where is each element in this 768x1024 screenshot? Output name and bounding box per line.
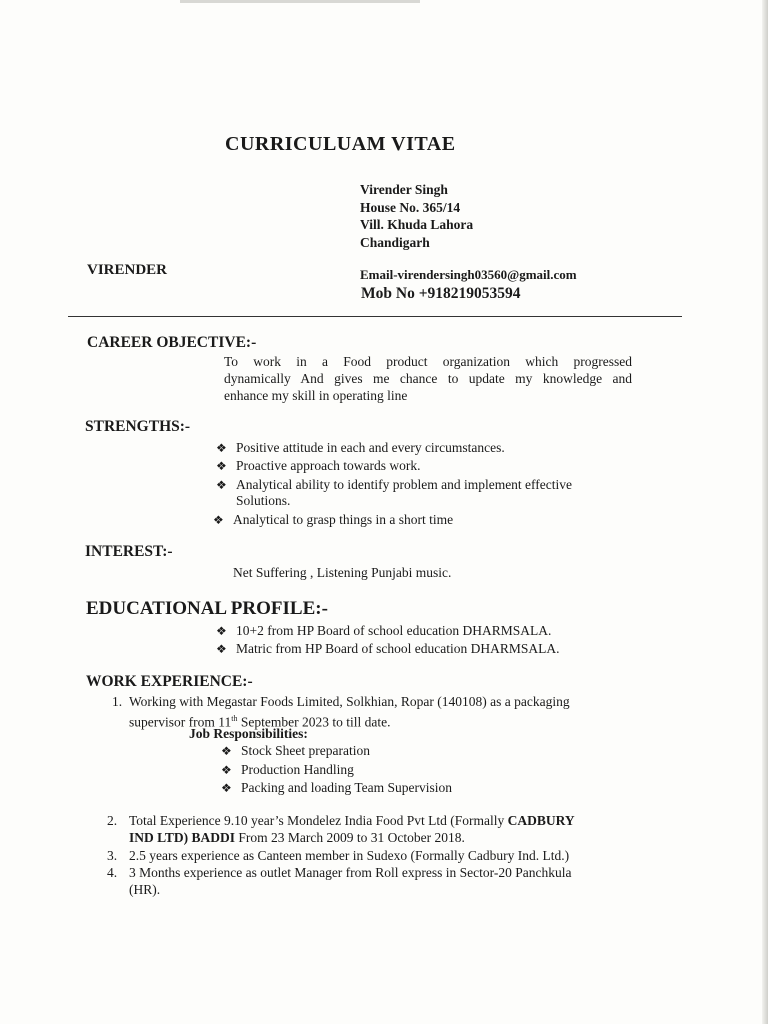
diamond-bullet-icon: ❖ <box>221 781 232 795</box>
responsibilities-heading: Job Responsibilities: <box>189 726 308 741</box>
responsibility-item: ❖ Packing and loading Team Supervision <box>221 780 453 795</box>
career-line: To work in a Food product organization which progressed <box>224 354 632 369</box>
work-item-2-line: Total Experience 9.10 year’s Mondelez India Food Pvt Ltd (Formally CADBURY <box>129 813 575 828</box>
mobile-text: Mob No +918219053594 <box>361 285 521 302</box>
strengths-heading: STRENGTHS:- <box>85 418 191 435</box>
education-heading: EDUCATIONAL PROFILE:- <box>86 598 328 619</box>
divider-line <box>68 316 682 317</box>
strength-item: ❖ Analytical ability to identify problem and implement effective <box>216 477 573 492</box>
career-text <box>224 353 632 404</box>
work-item-1-line: supervisor from 11th September 2023 to till date. <box>129 714 391 730</box>
responsibility-item: ❖ Production Handling <box>221 762 354 777</box>
career-line: dynamically And gives me chance to update my knowledge and <box>224 371 632 386</box>
work-item-1-line: Working with Megastar Foods Limited, Solkhian, Ropar (140108) as a packaging <box>129 694 570 709</box>
diamond-bullet-icon: ❖ <box>216 441 227 455</box>
interest-heading: INTEREST:- <box>85 543 173 560</box>
work-item-4-line: (HR). <box>129 882 161 897</box>
address-house: House No. 365/14 <box>360 199 461 215</box>
scan-artifact <box>180 0 420 3</box>
work-item-number: 2. <box>107 813 118 828</box>
address-village: Vill. Khuda Lahora <box>360 217 474 232</box>
interest-text: Net Suffering , Listening Punjabi music. <box>233 565 452 580</box>
work-item-4-line: 3 Months experience as outlet Manager from Roll express in Sector-20 Panchkula <box>129 865 572 880</box>
address-name: Virender Singh <box>360 182 448 197</box>
work-item-3-line: 2.5 years experience as Canteen member in Sudexo (Formally Cadbury Ind. Ltd.) <box>129 848 570 863</box>
email-text: Email-virendersingh03560@gmail.com <box>360 267 577 282</box>
scan-edge <box>762 0 768 1024</box>
diamond-bullet-icon: ❖ <box>216 624 227 638</box>
work-item-number: 1. <box>112 694 123 709</box>
responsibility-item: ❖ Stock Sheet preparation <box>221 743 370 758</box>
work-item-2-line: IND LTD) BADDI From 23 March 2009 to 31 October 2018. <box>129 830 465 845</box>
diamond-bullet-icon: ❖ <box>221 744 232 758</box>
career-line: enhance my skill in operating line <box>224 388 408 403</box>
strength-item: ❖ Analytical to grasp things in a short time <box>213 512 454 527</box>
diamond-bullet-icon: ❖ <box>216 642 227 656</box>
education-item: ❖ 10+2 from HP Board of school education DHARMSALA. <box>216 623 552 638</box>
diamond-bullet-icon: ❖ <box>213 513 224 527</box>
address-block <box>360 181 473 251</box>
document-title: CURRICULUAM VITAE <box>225 133 456 155</box>
diamond-bullet-icon: ❖ <box>216 478 227 492</box>
candidate-name: VIRENDER <box>87 262 168 278</box>
strength-item: ❖ Positive attitude in each and every circumstances. <box>216 440 505 455</box>
career-heading: CAREER OBJECTIVE:- <box>87 334 257 351</box>
strength-item-continued: Solutions. <box>236 493 291 508</box>
diamond-bullet-icon: ❖ <box>221 763 232 777</box>
address-city: Chandigarh <box>360 234 430 250</box>
superscript: th <box>231 714 238 723</box>
diamond-bullet-icon: ❖ <box>216 459 227 473</box>
work-item-number: 3. <box>107 848 118 863</box>
strength-item: ❖ Proactive approach towards work. <box>216 458 421 473</box>
work-heading: WORK EXPERIENCE:- <box>86 673 253 690</box>
education-item: ❖ Matric from HP Board of school education DHARMSALA. <box>216 641 560 656</box>
work-item-number: 4. <box>107 865 118 880</box>
